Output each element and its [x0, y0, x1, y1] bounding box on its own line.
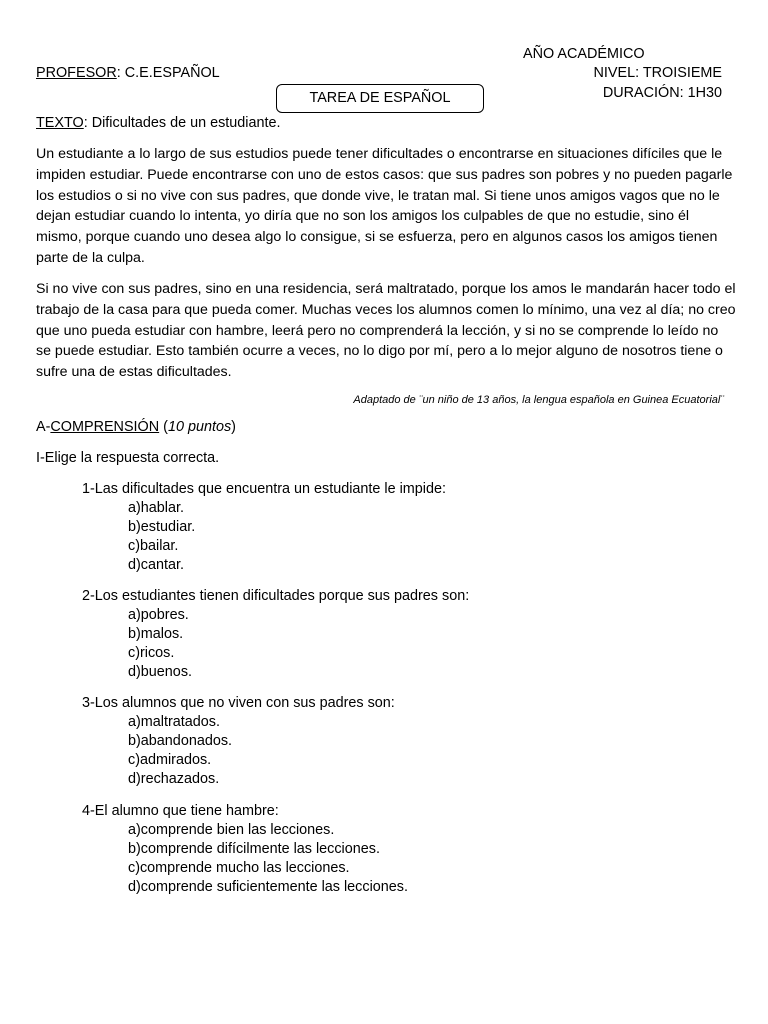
duration: DURACIÓN: 1H30 — [602, 85, 722, 101]
section-points: 10 puntos — [167, 419, 232, 435]
q1-option-c: c)bailar. — [128, 538, 179, 554]
q2-option-b: b)malos. — [128, 626, 184, 642]
q4-option-c: c)comprende mucho las lecciones. — [128, 860, 350, 876]
q4-option-d: d)comprende suficientemente las lecciones. — [128, 879, 408, 895]
text-heading — [36, 114, 281, 134]
question-2: 2-Los estudiantes tienen dificultades porque sus padres son: — [82, 588, 470, 604]
exam-title: TAREA DE ESPAÑOL — [276, 84, 484, 113]
q1-option-d: d)cantar. — [128, 557, 184, 573]
teacher-label: PROFESOR — [36, 65, 117, 81]
text-title: : Dificultades de un estudiante. — [83, 115, 281, 131]
section-label: COMPRENSIÓN — [50, 419, 160, 435]
section-prefix: A- — [36, 419, 51, 435]
section-paren-close: ) — [231, 419, 236, 435]
q1-option-b: b)estudiar. — [128, 519, 196, 535]
question-4: 4-El alumno que tiene hambre: — [82, 803, 279, 819]
level: NIVEL: TROISIEME — [593, 65, 722, 81]
q3-option-c: c)admirados. — [128, 752, 212, 768]
question-3: 3-Los alumnos que no viven con sus padres son: — [82, 695, 395, 711]
q4-option-a: a)comprende bien las lecciones. — [128, 822, 335, 838]
instruction: I-Elige la respuesta correcta. — [36, 450, 220, 466]
q3-option-d: d)rechazados. — [128, 771, 220, 787]
paragraph-1: Un estudiante a lo largo de sus estudios puede tener dificultades o encontrarse en situaciones difíciles que le impiden estudiar. Puede encontrarse con uno de estos casos: que sus padres son pobres y no pueden pagarle los estudios o si no vive con sus padres, que donde vive, le tratan mal. Si tiene unos amigos vagos que no le dejan estudiar cuando lo intenta, yo diría que no son los amigos los culpables de que no estudie, sino él mismo, porque cuando uno desea algo lo consigue, si se esfuerza, pero en algunos casos los amigos tienen parte de la culpa. — [36, 146, 733, 266]
academic-year: AÑO ACADÉMICO — [523, 46, 645, 62]
question-1: 1-Las dificultades que encuentra un estudiante le impide: — [82, 481, 447, 497]
q2-option-d: d)buenos. — [128, 664, 193, 680]
q2-option-a: a)pobres. — [128, 607, 189, 623]
teacher-value: : C.E.ESPAÑOL — [116, 65, 220, 81]
paragraph-2: Si no vive con sus padres, sino en una residencia, será maltratado, porque los amos le mandarán hacer todo el trabajo de la casa para que pueda comer. Muchas veces los alumnos comen lo mínimo, una vez al día; no creo que uno pueda estudiar con hambre, leerá pero no comprenderá la lección, y si no se comprende lo leído no se puede estudiar. Esto también ocurre a veces, no lo digo por mí, pero a lo mejor alguno de nosotros tiene o sufre una de estas dificultades. — [36, 281, 736, 381]
q3-option-a: a)maltratados. — [128, 714, 220, 730]
q2-option-c: c)ricos. — [128, 645, 175, 661]
source-citation: Adaptado de ¨un niño de 13 años, la lengua española en Guinea Ecuatorial¨ — [353, 394, 724, 406]
teacher-line — [36, 64, 220, 84]
q3-option-b: b)abandonados. — [128, 733, 233, 749]
q4-option-b: b)comprende difícilmente las lecciones. — [128, 841, 380, 857]
q1-option-a: a)hablar. — [128, 500, 185, 516]
text-label: TEXTO — [36, 115, 84, 131]
section-paren-open: ( — [159, 419, 168, 435]
section-heading — [36, 418, 236, 438]
